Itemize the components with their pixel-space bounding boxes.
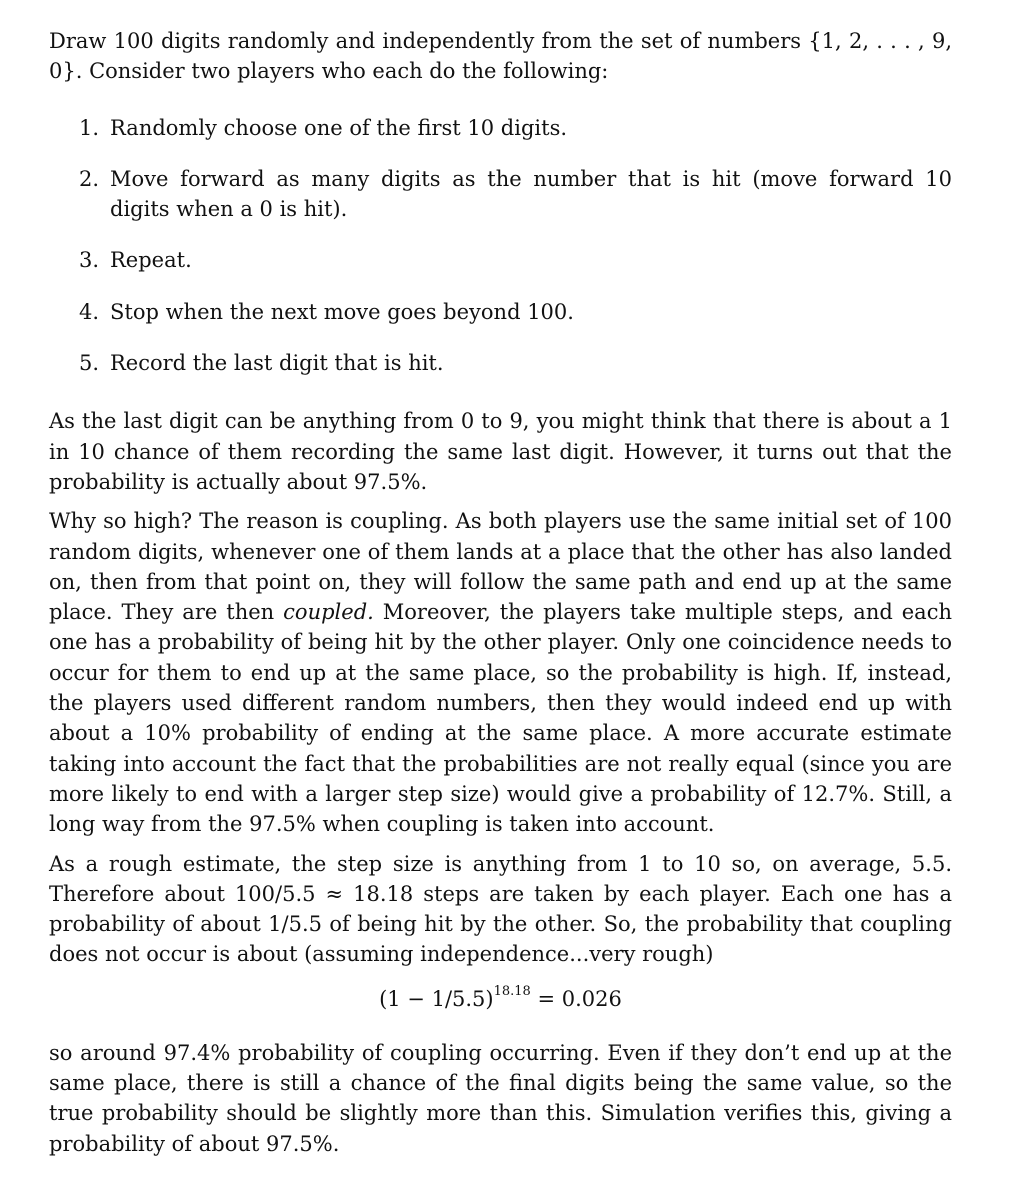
paragraph-estimate: As a rough estimate, the step size is anything from 1 to 10 so, on average, 5.5. Therefore about 100/5.5 ≈ 18.18 steps are taken by each player. Each one has a probability of about 1/5.5 of being hit by the other. So, the probability that coupling does not occur is about (assuming independence...very rough) — [49, 851, 952, 967]
paragraph-coupling-before: Why so high? The reason is coupling. As both players use the same initial set of 100 random digits, whenever one of them lands at a place that the other has also landed on, then from that point on, they will follow the same path and end up at the same place. They are then — [49, 509, 952, 625]
list-item-number: 3. — [79, 248, 100, 273]
list-item-number: 2. — [79, 166, 100, 191]
list-item — [79, 164, 952, 225]
paragraph-coupling-after: Moreover, the players take multiple steps, and each one has a probability of being hit by the other player. Only one coincidence needs to occur for them to end up at the same place, so the probability is high. If, instead, the players used different random numbers, then they would indeed end up with about a 10% probability of ending at the same place. A more accurate estimate taking into account the fact that the probabilities are not really equal (since you are more likely to end with a larger step size) would give a probability of 12.7%. Still, a long way from the 97.5% when coupling is taken into account. — [49, 600, 952, 837]
list-item-text: Repeat. — [110, 248, 192, 273]
list-item-number: 4. — [79, 299, 100, 324]
list-item-number: 1. — [79, 115, 100, 140]
list-item-text: Stop when the next move goes beyond 100. — [110, 299, 574, 324]
list-item — [79, 113, 952, 143]
intro-paragraph: Draw 100 digits randomly and independently from the set of numbers {1, 2, . . . , 9, 0}. Consider two players who each do the following: — [49, 29, 952, 84]
steps-list — [49, 113, 952, 379]
list-item — [79, 297, 952, 327]
formula-exponent: 18.18 — [493, 983, 531, 999]
paragraph-intuition: As the last digit can be anything from 0 to 9, you might think that there is about a 1 in 10 chance of them recording the same last digit. However, it turns out that the probability is actually about 97.5%. — [49, 409, 952, 494]
list-item-text: Randomly choose one of the first 10 digits. — [110, 115, 568, 140]
emphasis-coupled: coupled. — [283, 600, 374, 625]
paragraph-coupling — [49, 506, 952, 839]
paragraph-conclusion: so around 97.4% probability of coupling occurring. Even if they don’t end up at the same place, there is still a chance of the final digits being the same value, so the true probability should be slightly more than this. Simulation verifies this, giving a probability of about 97.5%. — [49, 1040, 952, 1156]
list-item — [79, 245, 952, 275]
formula-result: = 0.026 — [530, 986, 622, 1011]
formula-base: (1 − 1/5.5) — [379, 986, 494, 1011]
list-item — [79, 348, 952, 378]
list-item-number: 5. — [79, 351, 100, 376]
list-item-text: Move forward as many digits as the number that is hit (move forward 10 digits when a 0 is hit). — [110, 166, 952, 222]
list-item-text: Record the last digit that is hit. — [110, 351, 444, 376]
formula — [49, 984, 952, 1014]
